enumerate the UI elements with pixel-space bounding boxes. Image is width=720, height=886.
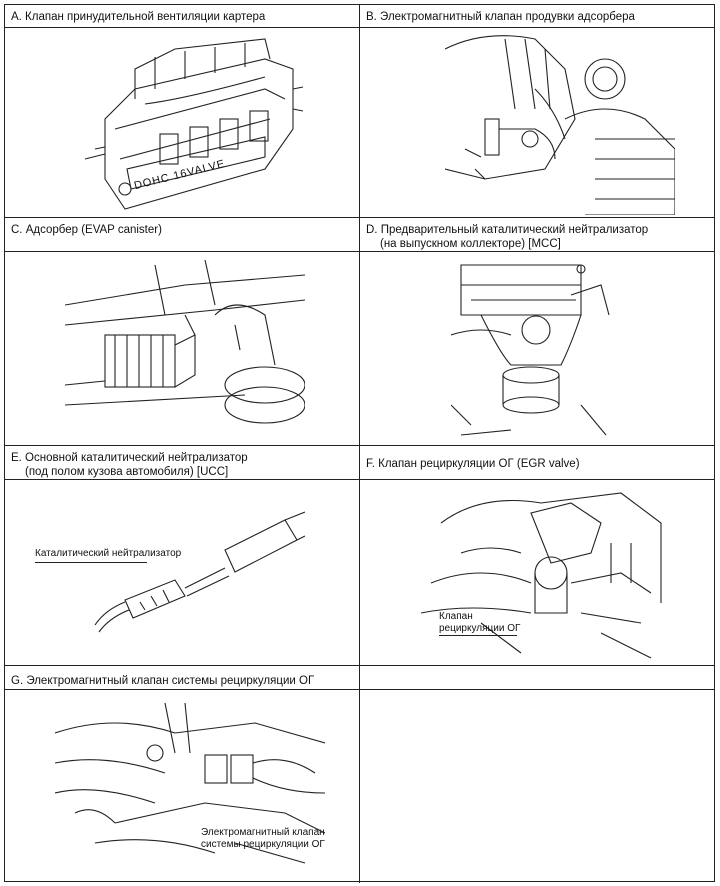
- panel-g-callout-line1: Электромагнитный клапан: [201, 827, 325, 838]
- panel-f-leader-line: [439, 635, 517, 636]
- panel-f-callout-line1: Клапан: [439, 611, 473, 622]
- panel-e-caption-line1: E. Основной каталитический нейтрализатор: [11, 452, 248, 464]
- row-divider: [5, 27, 714, 28]
- engine-marking: DOHC 16VALVE: [132, 157, 227, 193]
- panel-c-canister-illustration: [65, 255, 305, 443]
- panel-e-caption: [5, 448, 359, 482]
- panel-e-caption-line2: (под полом кузова автомобиля) [UCC]: [25, 466, 229, 478]
- diagram-table: [4, 4, 715, 882]
- panel-b-caption: B. Электромагнитный клапан продувки адсорбера: [366, 11, 635, 23]
- panel-e-callout: Каталитический нейтрализатор: [35, 548, 182, 559]
- panel-g-callout-line2: системы рециркуляции ОГ: [201, 839, 325, 850]
- column-divider: [359, 5, 360, 691]
- panel-g-callout: [201, 827, 325, 851]
- panel-e-exhaust-illustration: [85, 510, 305, 640]
- panel-d-caption-line2: (на выпускном коллекторе) [MCC]: [380, 238, 561, 250]
- panel-d-caption: [360, 220, 714, 254]
- column-divider-bottom: [359, 665, 360, 883]
- row-divider: [5, 665, 714, 666]
- panel-b-solenoid-illustration: [445, 29, 675, 215]
- panel-a-caption: A. Клапан принудительной вентиляции картера: [11, 11, 266, 23]
- row-divider: [5, 217, 714, 218]
- panel-e-leader-line: [35, 562, 147, 563]
- panel-f-callout: [439, 611, 520, 635]
- panel-f-caption: F. Клапан рециркуляции ОГ (EGR valve): [366, 458, 580, 470]
- panel-g-caption: G. Электромагнитный клапан системы рециркуляции ОГ: [11, 675, 315, 687]
- panel-f-egr-illustration: [421, 483, 665, 663]
- panel-d-caption-line1: D. Предварительный каталитический нейтрализатор: [366, 224, 649, 236]
- panel-c-caption: C. Адсорбер (EVAP canister): [11, 224, 162, 236]
- panel-d-catalyst-illustration: [451, 255, 611, 443]
- panel-a-engine-illustration: [65, 29, 305, 215]
- row-divider: [5, 445, 714, 446]
- panel-f-callout-line2: рециркуляции ОГ: [439, 623, 521, 634]
